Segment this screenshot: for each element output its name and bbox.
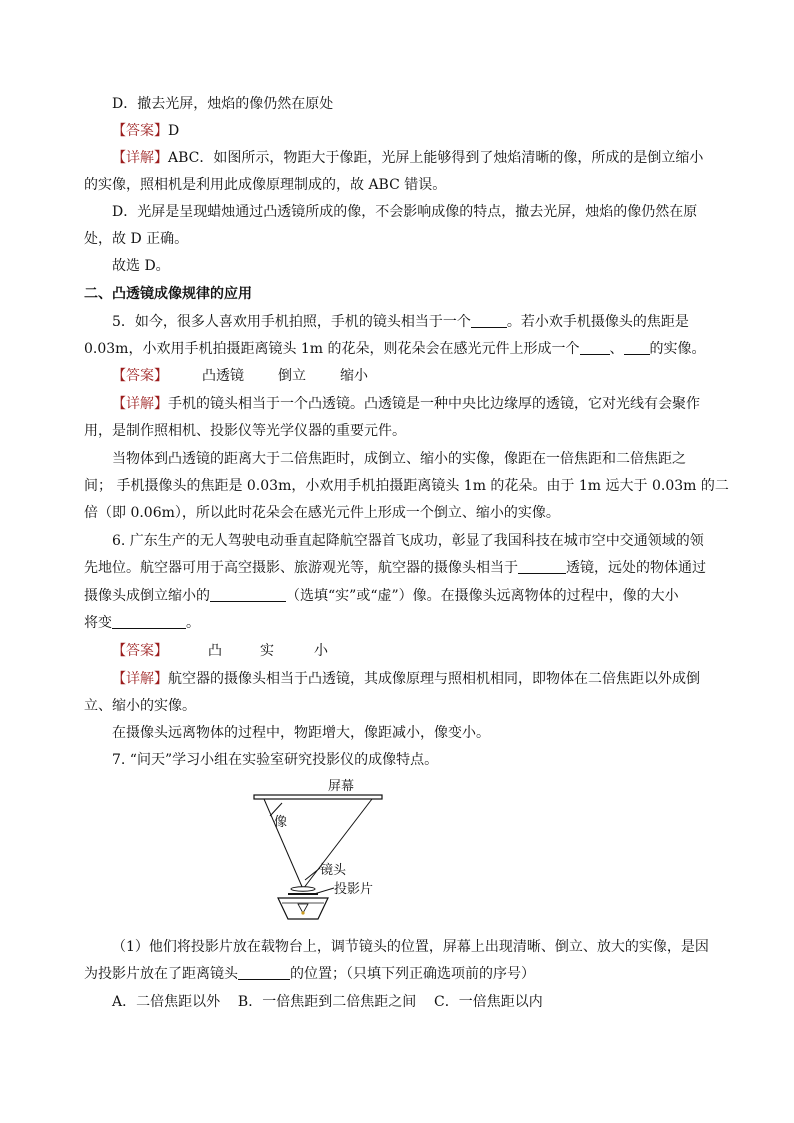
answer-line-q4: [112, 121, 179, 141]
detail-text: 间； 手机摄像头的焦距是 0.03m，小欢用手机拍摄距离镜头 1m 的花朵。由于 1m 远大于 0.03m 的二: [84, 478, 729, 494]
question-6: [84, 586, 679, 606]
question-7-options: A．二倍焦距以外 B．一倍焦距到二倍焦距之间 C．一倍焦距以内: [112, 994, 543, 1010]
question-7-part1: （1）他们将投影片放在载物台上，调节镜头的位置，屏幕上出现清晰、倒立、放大的实像，是因: [112, 939, 709, 955]
answer-blank: [471, 313, 507, 328]
lens: [291, 887, 315, 891]
answer-line-q6: [112, 641, 328, 661]
question-7: 7. “问天”学习小组在实验室研究投影仪的成像特点。: [112, 752, 439, 768]
question-6: [84, 613, 200, 633]
lamp: [301, 911, 304, 914]
answer-value: 缩小: [340, 368, 368, 384]
answer-tag: 【答案】: [112, 368, 168, 384]
detail-text: D．光屏是呈现蜡烛通过凸透镜所成的像，不会影响成像的特点，撤去光屏，烛焰的像仍然在原: [112, 204, 698, 220]
question-6: 6. 广东生产的无人驾驶电动垂直起降航空器首飞成功，彰显了我国科技在城市空中交通领域的领: [112, 533, 704, 549]
question-7-part1: [84, 964, 535, 984]
answer-blank: [112, 614, 186, 629]
q6-text: 先地位。航空器可用于高空摄影、旅游观光等，航空器的摄像头相当于: [84, 560, 518, 576]
q5-text: 5．如今，很多人喜欢用手机拍照，手机的镜头相当于一个: [112, 314, 471, 330]
answer-blank: [518, 559, 566, 574]
answer-blank: [210, 587, 286, 602]
answer-value: 小: [314, 643, 328, 659]
q7-text: 的位置；（只填下列正确选项前的序号）: [290, 966, 535, 982]
detail-line: [112, 148, 703, 168]
detail-text: 故选 D。: [112, 258, 170, 274]
answer-blank: [624, 340, 650, 355]
answer-value: 凸: [208, 643, 222, 659]
slide-stage: [288, 893, 318, 895]
detail-text: ABC．如图所示，物距大于像距，光屏上能够得到了烛焰清晰的像，所成的是倒立缩小: [168, 150, 704, 166]
q5-text: 、: [609, 341, 624, 357]
detail-text: 在摄像头远离物体的过程中，物距增大，像距减小，像变小。: [112, 725, 490, 741]
section-title: 二、凸透镜成像规律的应用: [84, 286, 252, 302]
q7-text: 为投影片放在了距离镜头: [84, 966, 238, 982]
answer-line-q5: [112, 366, 368, 386]
q6-text: （选填“实”或“虚”）像。在摄像头远离物体的过程中，像的大小: [286, 588, 679, 604]
detail-tag: 【详解】: [112, 671, 168, 687]
screen-bar: [254, 795, 382, 799]
answer-value: D: [168, 123, 180, 139]
light-ray: [264, 799, 303, 889]
image-label: 像: [274, 815, 288, 830]
detail-text: 倍（即 0.06m），所以此时花朵会在感光元件上形成一个倒立、缩小的实像。: [84, 505, 560, 521]
q5-text: 。若小欢手机摄像头的焦距是: [506, 314, 689, 330]
answer-blank: [580, 340, 610, 355]
question-5: [112, 312, 689, 332]
detail-line: [112, 669, 700, 689]
q5-text: 0.03m，小欢用手机拍摄距离镜头 1m 的花朵，则花朵会在感光元件上形成一个: [84, 341, 580, 357]
lens-pointer: [305, 868, 320, 880]
lens-label: 镜头: [320, 863, 347, 878]
detail-text: 航空器的摄像头相当于凸透镜，其成像原理与照相机相同，即物体在二倍焦距以外成倒: [168, 671, 700, 687]
detail-text: 当物体到凸透镜的距离大于二倍焦距时，成倒立、缩小的实像，像距在一倍焦距和二倍焦距之: [112, 451, 686, 467]
answer-value: 倒立: [278, 368, 306, 384]
detail-text: 手机的镜头相当于一个凸透镜。凸透镜是一种中央比边缘厚的透镜，它对光线有会聚作: [168, 396, 700, 412]
slide-pointer: [314, 888, 334, 894]
answer-value: 凸透镜: [202, 368, 244, 384]
answer-blank: [238, 965, 290, 980]
detail-line: [112, 394, 700, 414]
detail-text: 的实像，照相机是利用此成像原理制成的，故 ABC 错误。: [84, 177, 447, 193]
q6-text: 透镜，远处的物体通过: [566, 560, 706, 576]
screen-label: 屏幕: [328, 779, 355, 794]
answer-value: 实: [260, 643, 274, 659]
answer-tag: 【答案】: [112, 123, 168, 139]
option-d: D．撤去光屏，烛焰的像仍然在原处: [112, 96, 334, 112]
slide-label: 投影片: [334, 882, 374, 897]
question-5: [84, 339, 706, 359]
answer-tag: 【答案】: [112, 643, 168, 659]
detail-text: 立、缩小的实像。: [84, 698, 196, 714]
question-6: [84, 558, 706, 578]
projector-diagram: [248, 774, 388, 924]
detail-tag: 【详解】: [112, 396, 168, 412]
q6-text: 将变: [84, 615, 112, 631]
q6-text: 摄像头成倒立缩小的: [84, 588, 210, 604]
q5-text: 的实像。: [649, 341, 706, 357]
detail-text: 处，故 D 正确。: [84, 231, 189, 247]
detail-text: 用，是制作照相机、投影仪等光学仪器的重要元件。: [84, 423, 406, 439]
q6-text: 。: [186, 615, 200, 631]
detail-tag: 【详解】: [112, 150, 168, 166]
